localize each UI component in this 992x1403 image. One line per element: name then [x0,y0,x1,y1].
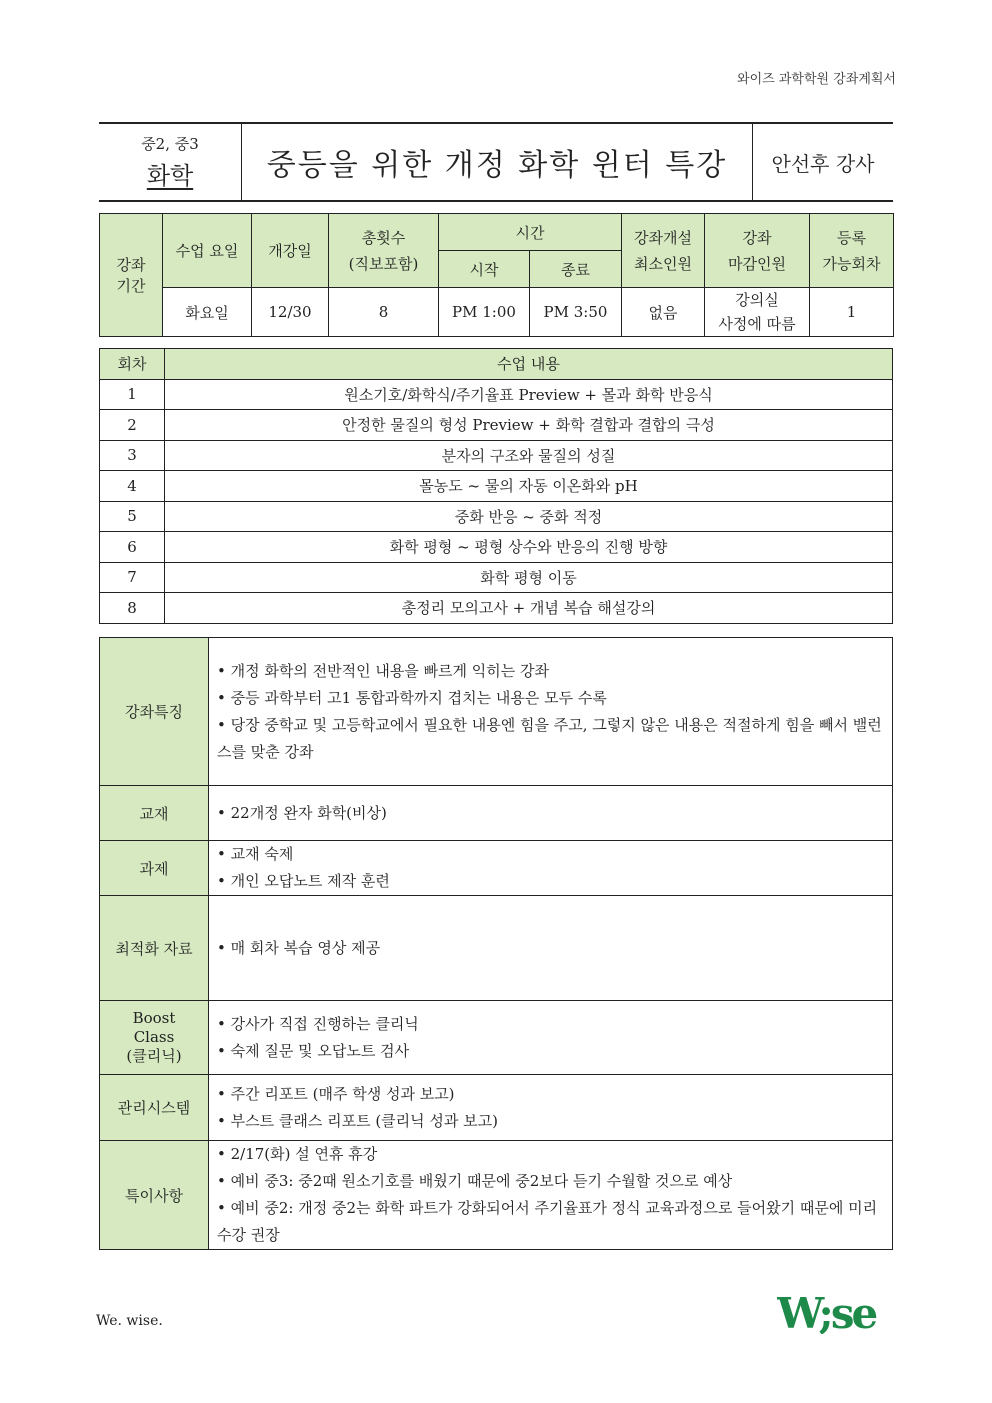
title-box [99,122,893,202]
session-no: 3 [100,440,165,471]
detail-row-management [100,1075,893,1141]
table-row [100,562,893,593]
header-time-end: 종료 [530,251,622,288]
detail-row-features [100,638,893,786]
table-row [100,593,893,624]
detail-content [209,1075,893,1141]
wise-logo [777,1290,895,1338]
detail-label: 관리시스템 [100,1075,209,1141]
session-no: 2 [100,410,165,441]
detail-row-homework [100,841,893,896]
detail-item: • 매 회차 복습 영상 제공 [217,938,381,957]
session-content: 원소기호/화학식/주기율표 Preview + 몰과 화학 반응식 [165,379,893,410]
header-min: 강좌개설 최소인원 [622,214,705,288]
grade-label: 중2, 중3 [141,135,199,153]
session-content: 화학 평형 ~ 평형 상수와 반응의 진행 방향 [165,532,893,563]
footer-slogan: We. wise. [96,1313,163,1329]
detail-item: • 개인 오답노트 제작 훈련 [217,872,390,890]
period-label: 강좌 기간 [100,214,163,337]
wise-logo-icon [777,1290,895,1334]
schedule-table [99,348,893,624]
session-no: 8 [100,593,165,624]
detail-item: • 중등 과학부터 고1 통합과학까지 겹치는 내용은 모두 수록 [217,688,607,707]
table-row [100,471,893,502]
detail-content [209,896,893,1001]
svg-text:W;se: W;se [777,1290,876,1334]
table-row [100,440,893,471]
detail-content [209,1001,893,1075]
value-total: 8 [329,288,439,337]
session-no: 1 [100,379,165,410]
detail-content [209,638,893,786]
table-row [100,532,893,563]
header-start-date: 개강일 [252,214,329,288]
header-reg: 등록 가능회차 [810,214,894,288]
detail-row-materials [100,896,893,1001]
detail-item: • 교재 숙제 [217,845,294,863]
details-table [99,637,893,1250]
table-row [100,410,893,441]
session-no: 7 [100,562,165,593]
detail-item: • 부스트 클래스 리포트 (클리닉 성과 보고) [217,1111,499,1130]
session-content: 분자의 구조와 물질의 성질 [165,440,893,471]
header-max: 강좌 마감인원 [705,214,810,288]
course-title: 중등을 위한 개정 화학 윈터 특강 [242,124,753,200]
header-org-title: 와이즈 과학학원 강좌계획서 [737,72,896,87]
schedule-header-content: 수업 내용 [165,349,893,380]
subject-label: 화학 [146,162,194,190]
header-day: 수업 요일 [163,214,252,288]
table-row [100,379,893,410]
session-content: 몰농도 ~ 물의 자동 이온화와 pH [165,471,893,502]
schedule-header-no: 회차 [100,349,165,380]
value-min: 없음 [622,288,705,337]
detail-content [209,841,893,896]
session-no: 4 [100,471,165,502]
detail-label: 특이사항 [100,1141,209,1250]
header-time-start: 시작 [439,251,530,288]
detail-row-textbook [100,786,893,841]
value-start-date: 12/30 [252,288,329,337]
detail-item: • 개정 화학의 전반적인 내용을 빠르게 익히는 강좌 [217,661,550,680]
session-content: 안정한 물질의 형성 Preview + 화학 결합과 결합의 극성 [165,410,893,441]
detail-item: • 주간 리포트 (매주 학생 성과 보고) [217,1084,455,1103]
detail-label: 교재 [100,786,209,841]
title-subject-cell [99,124,242,200]
detail-content [209,786,893,841]
session-content: 화학 평형 이동 [165,562,893,593]
detail-label: Boost Class (클리닉) [100,1001,209,1075]
session-content: 총정리 모의고사 + 개념 복습 해설강의 [165,593,893,624]
value-day: 화요일 [163,288,252,337]
detail-item: • 당장 중학교 및 고등학교에서 필요한 내용엔 힘을 주고, 그렇지 않은 내용은 적절하게 힘을 빼서 밸런스를 맞춘 강좌 [217,715,882,761]
detail-row-notes [100,1141,893,1250]
detail-item: • 숙제 질문 및 오답노트 검사 [217,1041,410,1060]
header-total: 총횟수 (직보포함) [329,214,439,288]
detail-label: 강좌특징 [100,638,209,786]
detail-item: • 강사가 직접 진행하는 클리닉 [217,1014,419,1033]
detail-item: • 2/17(화) 설 연휴 휴강 [217,1145,378,1163]
detail-item: • 예비 중2: 개정 중2는 화학 파트가 강화되어서 주기율표가 정식 교육과정으로 들어왔기 때문에 미리 수강 권장 [217,1199,878,1244]
detail-row-boost [100,1001,893,1075]
value-reg: 1 [810,288,894,337]
header-time: 시간 [439,214,622,251]
session-content: 중화 반응 ~ 중화 적정 [165,501,893,532]
course-info-table [99,213,894,337]
session-no: 5 [100,501,165,532]
session-no: 6 [100,532,165,563]
detail-item: • 22개정 완자 화학(비상) [217,803,387,822]
table-row [100,501,893,532]
teacher-name: 안선후 강사 [771,151,875,176]
detail-label: 과제 [100,841,209,896]
value-time-end: PM 3:50 [530,288,622,337]
detail-label: 최적화 자료 [100,896,209,1001]
detail-content [209,1141,893,1250]
detail-item: • 예비 중3: 중2때 원소기호를 배웠기 때문에 중2보다 듣기 수월할 것으로 예상 [217,1172,733,1190]
value-time-start: PM 1:00 [439,288,530,337]
value-max: 강의실 사정에 따름 [705,288,810,337]
